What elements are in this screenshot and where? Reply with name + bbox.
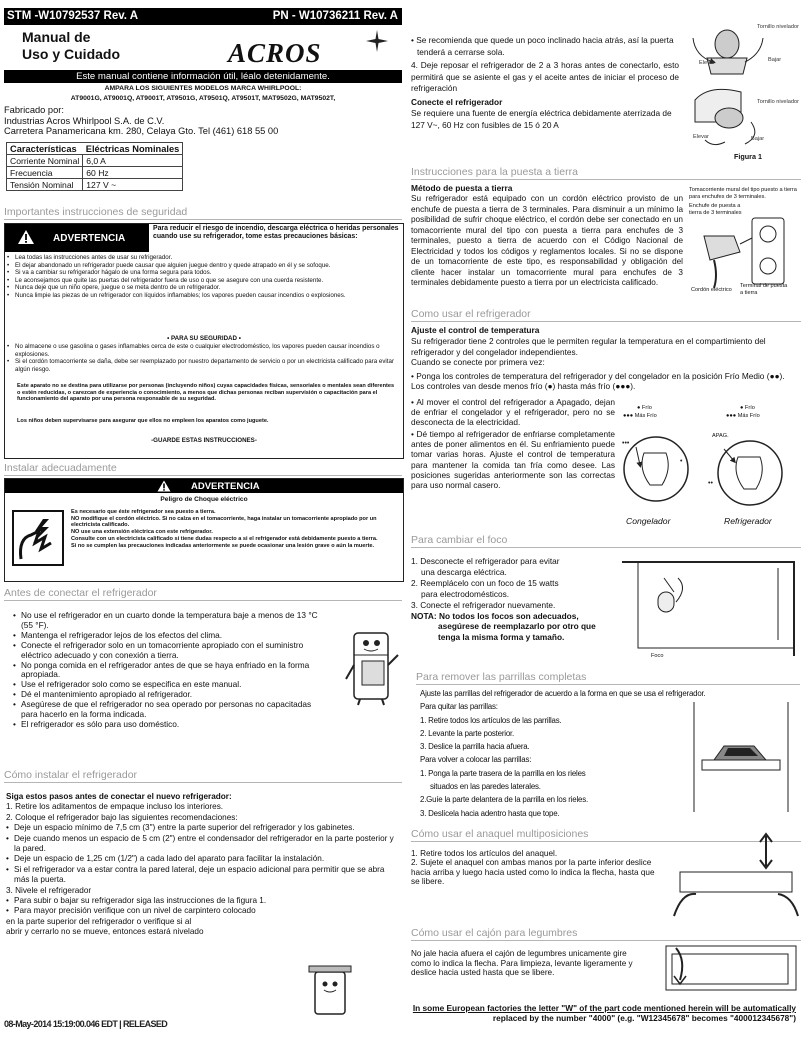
- freezer-dial: [614, 425, 694, 517]
- list-item: • Deje cuando menos un espacio de 5 cm (2") entre el condensador del refrigerador en la parte posterior y la pared.: [14, 834, 402, 855]
- bulb-note: NOTA: No todos los focos son adecuados,: [411, 610, 579, 621]
- shock-hazard-icon: [11, 509, 65, 567]
- header-bar-left: [4, 8, 402, 25]
- shelves-line: Para volver a colocar las parrillas:: [420, 755, 532, 765]
- list-item: • Conecte el refrigerador solo en un tomacorriente apropiado con el suministro eléctrico adecuado y con conexión a tierra.: [21, 641, 321, 661]
- list-item: • Use el refrigerador solo como se especifica en este manual.: [21, 680, 321, 690]
- bulb-illustration: [618, 548, 802, 660]
- manufacturer-line3: Carretera Panamericana km. 280, Celaya Gto. Tel (461) 618 55 00: [4, 126, 279, 136]
- refrigerator-dial: [706, 425, 792, 517]
- spec-key: Corriente Nominal: [7, 155, 83, 167]
- list-item: • Dé el mantenimiento apropiado al refrigerador.: [21, 690, 321, 700]
- spec-value: 60 Hz: [83, 167, 183, 179]
- acros-logo: ACROS: [228, 38, 322, 68]
- intro-text: Se recomienda que quede un poco inclinado hacia atrás, así la puerta: [416, 35, 674, 45]
- install-line: NO modifique el cordón eléctrico. Si no calza en el tomacorriente, haga instalar un tomacorriente apropiado por un electricista calificado.: [71, 515, 377, 529]
- section-multi-title: Cómo usar el anaquel multiposiciones: [411, 828, 801, 842]
- bulb-note: asegúrese de reemplazarlo por otro que: [438, 621, 596, 632]
- use-b2: Al mover el control del refrigerador a Apagado, dejan de enfriar el congelador y el refrigerador, pero no se desconecta de la electricidad.: [411, 397, 615, 428]
- install-warning-bar: [5, 479, 403, 493]
- factory-notice-line1: In some European factories the letter "W" of the part code mentioned herein will be automatically: [412, 1003, 796, 1013]
- list-item: • Para subir o bajar su refrigerador siga las instrucciones de la figura 1.: [14, 896, 402, 906]
- use-p2: Cuando se conecte por primera vez:: [411, 357, 545, 367]
- connect-text: Se requiere una fuente de energía eléctrica debidamente aterrizada de 127 V~, 60 Hz con fusibles de 15 ó 20 A: [411, 108, 672, 130]
- use-b3: Dé tiempo al refrigerador de enfriarse completamente antes de poner alimentos en él. Su enfriamiento puede tomar varias horas. Ajuste el control de temperatura para mantener la comida tan fría como desee. Las posiciones sugeridas anteriormente son las correctas para uso normal casero.: [411, 429, 615, 490]
- use-p1: Su refrigerador tiene 2 controles que le permiten regular la temperatura en el compartimiento del refrigerador y del congelador independientes.: [411, 336, 766, 357]
- howto-line: en la parte superior del refrigerador o verifique si al: [6, 916, 192, 926]
- spec-header-2: Eléctricas Nominales: [83, 143, 183, 155]
- spec-table: [6, 142, 183, 191]
- section-before-title: Antes de conectar el refrigerador: [4, 587, 402, 601]
- howto-bullets: [6, 823, 402, 885]
- dial1-mas-frio: ●●● Más Frío: [623, 413, 657, 419]
- models-list: AT9001G, AT9001Q, AT9001T, AT9501G, AT9501Q, AT9501T, MAT9502G, MAT9502T,: [70, 95, 336, 102]
- release-stamp: 08-May-2014 15:19:00.046 EDT | RELEASED: [4, 1019, 168, 1029]
- svg-text:•: •: [680, 458, 683, 465]
- star-icon: [366, 30, 388, 52]
- bulb-step: 2. Reemplácelo con un foco de 15 watts: [411, 577, 559, 588]
- safety-warning-text: ADVERTENCIA: [53, 233, 126, 244]
- list-item: • Asegúrese de que el refrigerador no sea operado por personas no capacitadas para hacerlo en la forma indicada.: [21, 700, 321, 720]
- spec-key: Frecuencia: [7, 167, 83, 179]
- section-drawer-title: Cómo usar el cajón para legumbres: [411, 927, 801, 941]
- install-danger: Peligro de Choque eléctrico: [160, 496, 248, 503]
- bulb-foco-label: Foco: [651, 653, 664, 659]
- manufacturer: [4, 105, 278, 137]
- section-howto-title: Cómo instalar el refrigerador: [4, 769, 402, 783]
- safety-subtitle: • PARA SU SEGURIDAD •: [167, 335, 241, 342]
- multi-step: 1. Retire todos los artículos del anaquel.: [411, 849, 558, 858]
- install-line: Es necesario que éste refrigerador sea puesto a tierra.: [71, 509, 216, 515]
- list-item: • Si el cordón tomacorriente se daña, debe ser reemplazado por nuestro departamento de servicio o por un electricista calificado para evitar algún riesgo.: [15, 358, 401, 373]
- howto-step: 3. Nivele el refrigerador: [6, 885, 92, 895]
- bulb-step: 3. Conecte el refrigerador nuevamente.: [411, 599, 556, 610]
- safety-note-1: Este aparato no se destina para utilizarse por personas (incluyendo niños) cuyas capacidades físicas, sensoriales o mentales sean diferentes o estén reducidas, o carezcan de experiencia o conocimiento, a menos que dichas personas reciban supervisión o capacitación para el funcionamiento del aparato por una persona responsable de su seguridad.: [17, 383, 395, 403]
- bulb-note: tenga la misma forma y tamaño.: [438, 632, 565, 643]
- howto-line: abrir y cerrarlo no se mueve, entonces estará nivelado: [6, 927, 204, 937]
- use-b3-wrap: • Dé tiempo al refrigerador de enfriarse completamente antes de poner alimentos en él. Su enfriamiento puede tomar varias horas. Ajuste el control de temperatura para mantener la comida tan fría como desee. Las posiciones sugeridas anteriormente son las correctas para uso normal casero.: [411, 429, 615, 490]
- banner: Este manual contiene información útil, léalo detenidamente.: [4, 70, 402, 83]
- safety-list-2: [7, 343, 401, 373]
- fig1-label-elevar: Elevar: [699, 60, 715, 66]
- shelves-line: situados en las paredes laterales.: [430, 782, 541, 792]
- install-warning-text: ADVERTENCIA: [191, 481, 260, 492]
- ground-cap-4: Terminal de puesta a tierra: [740, 283, 788, 296]
- intro-bullet: • Se recomienda que quede un poco inclinado hacia atrás, así la puerta: [411, 35, 674, 45]
- shelves-line: Ajuste las parrillas del refrigerador de acuerdo a la forma en que se usa el refrigerador.: [420, 689, 706, 698]
- howto-bullets-2: [6, 896, 402, 917]
- refrigerator-label: Refrigerador: [724, 516, 772, 526]
- fig1-label-elevar-2: Elevar: [693, 134, 709, 140]
- shelves-line: 2.Guíe la parte delantera de la parrilla en los rieles.: [420, 795, 588, 805]
- list-item: • Deje un espacio de 1,25 cm (1/2") a cada lado del aparato para facilitar la instalación.: [14, 854, 402, 864]
- list-item: • No use el refrigerador en un cuarto donde la temperatura baje a menos de 13 °C (55 °F).: [21, 611, 321, 631]
- bulb-step: para electrodomésticos.: [421, 588, 510, 599]
- manual-title-line1: Manual de: [22, 29, 91, 45]
- svg-text:••: ••: [708, 480, 713, 487]
- multi-step: 2. Sujete el anaquel con ambas manos por la parte inferior deslice hacia arriba y luego hacia usted como lo indica la flecha, hasta que se libere.: [411, 858, 655, 887]
- fig1-label-bajar-2: Bajar: [751, 136, 765, 142]
- use-heading: Ajuste el control de temperatura: [411, 325, 540, 335]
- drawer-text: No jale hacia afuera el cajón de legumbres unicamente gire como lo indica la flecha. Para limpieza, levante ligeramente y deslice hacia usted hasta que se libere.: [411, 949, 633, 978]
- safety-list: [7, 254, 401, 299]
- pn-code: PN - W10736211 Rev. A: [272, 10, 398, 22]
- shelves-line: 1. Retire todos los artículos de las parrillas.: [420, 715, 562, 725]
- grounded-outlet-illustration: [694, 216, 794, 292]
- multiposition-shelf-illustration: [672, 832, 800, 920]
- safety-keep: -GUARDE ESTAS INSTRUCCIONES-: [151, 437, 257, 444]
- section-install-title: Instalar adecuadamente: [4, 462, 402, 476]
- ground-method: Método de puesta a tierra: [411, 183, 513, 193]
- multi-steps: [411, 849, 659, 887]
- freezer-label: Congelador: [626, 516, 671, 526]
- list-item: • Si el refrigerador va a estar contra la pared lateral, deje un espacio adicional para permitir que se abra más la puerta.: [14, 865, 402, 886]
- safety-note-2: Los niños deben supervisarse para asegurar que ellos no empleen los aparatos como juguete.: [17, 418, 269, 424]
- use-bullets: [411, 397, 615, 490]
- ground-cap-3: Cordón eléctrico: [691, 287, 732, 293]
- shelves-line: 2. Levante la parte posterior.: [420, 728, 515, 738]
- list-item: • No ponga comida en el refrigerador antes de que se haya enfriado en la forma apropiada.: [21, 661, 321, 681]
- crisper-drawer-illustration: [656, 940, 800, 1000]
- right-intro: [411, 35, 679, 131]
- safety-box: [4, 223, 404, 459]
- spec-value: 6,0 A: [83, 155, 183, 167]
- list-item: • El dejar abandonado un refrigerador puede causar que alguien juegue dentro y quede atrapado en él y se sofoque.: [15, 262, 401, 270]
- list-item: • Le aconsejamos que quite las puertas del refrigerador fuera de uso o que se asegure con una cuerda resistente.: [15, 277, 401, 285]
- shelves-line: 3. Deslice la parrilla hacia afuera.: [420, 742, 530, 752]
- howto-step: 2. Coloque el refrigerador bajo las siguientes recomendaciones:: [6, 812, 238, 822]
- section-bulb-title: Para cambiar el foco: [411, 534, 801, 548]
- list-item: • Deje un espacio mínimo de 7,5 cm (3") entre la parte superior del refrigerador y los gabinetes.: [14, 823, 402, 833]
- shelves-line: Para quitar las parrillas:: [420, 702, 498, 712]
- howto-heading: Siga estos pasos antes de conectar el nuevo refrigerador:: [6, 792, 232, 801]
- list-item: • Para mayor precisión verifique con un nivel de carpintero colocado: [14, 906, 402, 916]
- shelves-line: 1. Ponga la parte trasera de la parrilla en los rieles: [420, 768, 586, 778]
- shelves-line: 3. Deslícela hacia adentro hasta que tope.: [420, 808, 560, 818]
- manufacturer-line2: Industrias Acros Whirlpool S.A. de C.V.: [4, 115, 165, 126]
- dial1-frio: ● Frío: [637, 405, 652, 411]
- install-line: Consulte con un electricista calificado si tiene dudas respecto a si el refrigerador está debidamente puesto a tierra.: [71, 535, 378, 542]
- list-item: • Si va a cambiar su refrigerador hágalo de una forma segura para todos.: [15, 269, 401, 277]
- shelf-illustration: [684, 700, 800, 818]
- rest-instruction: 4. Deje reposar el refrigerador de 2 a 3 horas antes de conectarlo, esto permitirá que se asiente el gas y el aceite antes de iniciar el proceso de refrigeración: [411, 60, 679, 93]
- list-item: • Nunca deje que un niño opere, juegue o se meta dentro de un refrigerador.: [15, 284, 401, 292]
- safety-warning-desc: Para reducir el riesgo de incendio, descarga eléctrica o heridas personales cuando use su refrigerador, tome estas precauciones básicas:: [153, 225, 399, 240]
- use-b1: Ponga los controles de temperatura del refrigerador y del congelador en la posición Frío Medio (●●). Los controles van desde menos frío (●) hasta más frío (●●●).: [411, 370, 785, 391]
- manual-title-line2: Uso y Cuidado: [22, 46, 121, 62]
- factory-notice-line2: replaced by the number "4000" (e.g. "W12345678" becomes "400012345678"): [492, 1013, 796, 1023]
- list-item: • Nunca limpie las piezas de un refrigerador con líquidos inflamables; los vapores pueden causar incendios o explosiones.: [15, 292, 401, 300]
- connect-title: Conecte el refrigerador: [411, 96, 503, 107]
- ground-cap-1: Tomacorriente mural del tipo puesto a tierra para enchufes de 3 terminales.: [689, 187, 797, 200]
- section-ground-title: Instrucciones para la puesta a tierra: [411, 166, 801, 180]
- factory-notice: [290, 1003, 796, 1023]
- section-use-title: Como usar el refrigerador: [411, 308, 801, 322]
- fridge-character-illustration: [344, 625, 400, 707]
- use-paragraphs: [411, 336, 799, 392]
- manual-title: [22, 29, 120, 63]
- bulb-steps: [411, 556, 621, 643]
- intro-text-2: tenderá a cerrarse sola.: [417, 46, 505, 57]
- dial2-apag: APAG.: [712, 433, 729, 439]
- install-warning-lines: [71, 509, 399, 549]
- install-box: [4, 478, 404, 582]
- figure-1-caption: Figura 1: [734, 152, 762, 161]
- bulb-step: una descarga eléctrica.: [421, 566, 507, 577]
- warning-icon: [17, 229, 35, 245]
- use-b1-wrap: • Ponga los controles de temperatura del refrigerador y del congelador en la posición Frío Medio (●●). Los controles van desde menos frío (●) hasta más frío (●●●).: [411, 370, 785, 391]
- stm-code: STM -W10792537 Rev. A: [7, 10, 139, 22]
- install-line: Si no se cumplen las precauciones indicadas anteriormente se puede ocasionar una lesión grave o aún la muerte.: [71, 542, 375, 549]
- section-shelves-title: Para remover las parrillas completas: [416, 671, 800, 685]
- warning-icon: [157, 480, 171, 492]
- spec-header-1: Características: [7, 143, 83, 155]
- list-item: • Lea todas las instrucciones antes de usar su refrigerador.: [15, 254, 401, 262]
- install-line: NO use una extensión eléctrica con este refrigerador.: [71, 529, 213, 536]
- fig1-label-bajar: Bajar: [768, 57, 782, 63]
- models-heading: AMPARA LOS SIGUIENTES MODELOS MARCA WHIRLPOOL:: [104, 85, 302, 92]
- dial2-frio: ● Frío: [740, 405, 755, 411]
- safety-warning-label: [5, 224, 149, 252]
- howto-content: [6, 792, 402, 938]
- fig1-label-tornillo-2: Tornillo nivelador: [757, 99, 799, 105]
- list-item: • El refrigerador es sólo para uso doméstico.: [21, 720, 321, 730]
- fig1-label-tornillo: Tornillo nivelador: [757, 24, 799, 30]
- use-b2-wrap: • Al mover el control del refrigerador a Apagado, dejan de enfriar el congelador y el refrigerador, pero no se desconecta de la electricidad.: [411, 397, 615, 428]
- ground-cap-2: Enchufe de puesta a tierra de 3 terminales: [689, 203, 742, 216]
- list-item: • No almacene o use gasolina o gases inflamables cerca de este o cualquier electrodoméstico, los vapores pueden causar incendios o explosiones.: [15, 343, 401, 358]
- spec-key: Tensión Nominal: [7, 179, 83, 191]
- howto-step: 1. Retire los aditamentos de empaque incluso los interiores.: [6, 802, 224, 812]
- svg-text:•••: •••: [622, 440, 630, 447]
- before-list: [13, 611, 321, 730]
- spec-value: 127 V ~: [83, 179, 183, 191]
- section-safety-title: Importantes instrucciones de seguridad: [4, 206, 402, 220]
- bulb-step: 1. Desconecte el refrigerador para evitar: [411, 556, 560, 566]
- list-item: • Mantenga el refrigerador lejos de los efectos del clima.: [21, 631, 321, 641]
- manufacturer-line1: Fabricado por:: [4, 105, 64, 115]
- ground-text: Su refrigerador está equipado con un cordón eléctrico provisto de un enchufe de puesta a tierra de 3 terminales. Para disminuir a un mínimo la posibilidad de sufrir choque eléctrico, el cordón debe ser conectado en un tomacorriente mural del tipo con puesta a tierra para enchufes de 3 terminales, puesto a tierra de acuerdo con el Código Nacional de Electricidad y todos los códigos y reglamentos locales. Si no se dispone de un tomacorriente de este tipo, es responsabilidad y obligación del cliente hacer instalar un tomacorriente mural para enchufes de 3 terminales debidamente puesto a tierra por un electricista calificado.: [411, 194, 683, 287]
- dial2-mas-frio: ●●● Más Frío: [726, 413, 760, 419]
